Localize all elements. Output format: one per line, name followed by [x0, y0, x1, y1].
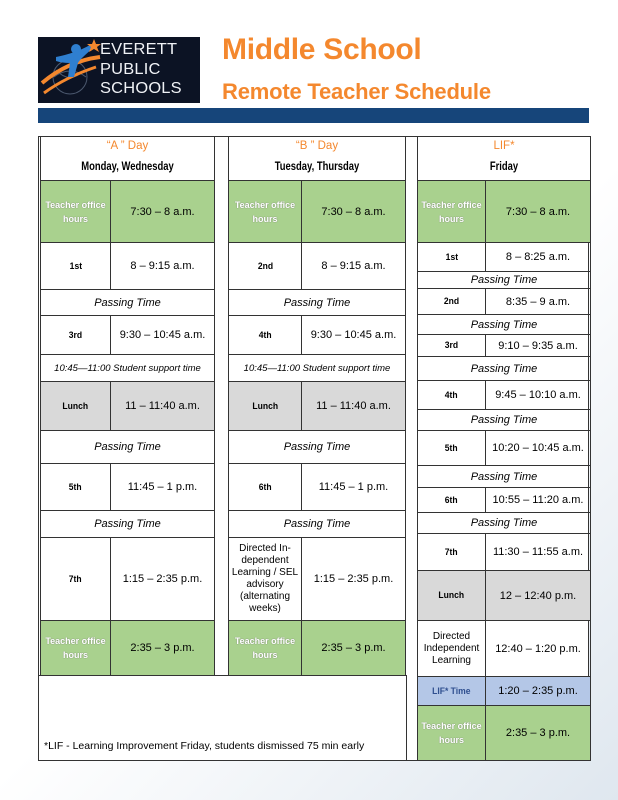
c-period-label: 3rd: [417, 334, 486, 357]
b-passing-time: Passing Time: [228, 430, 406, 464]
c-period-time: 8 – 8:25 a.m.: [485, 242, 591, 272]
b-office-hours-label: Teacher office hours: [228, 620, 302, 676]
c-period-time: 11:30 – 11:55 a.m.: [485, 533, 591, 571]
footnote: *LIF - Learning Improvement Friday, students dismissed 75 min early: [44, 740, 365, 752]
b-directed-learning-time: 1:15 – 2:35 p.m.: [301, 537, 406, 621]
c-passing-time: Passing Time: [417, 512, 591, 534]
c-period-time: 10:55 – 11:20 a.m.: [485, 487, 591, 513]
a-office-hours-label: Teacher office hours: [40, 620, 111, 676]
b-directed-learning-label: Directed In-dependent Learning / SEL advisory (alternating weeks): [228, 537, 302, 621]
c-office-hours-label: Teacher office hours: [417, 180, 486, 243]
c-office-hours-time: 7:30 – 8 a.m.: [485, 180, 591, 243]
c-period-label: 7th: [417, 533, 486, 571]
a-office-hours-time: 2:35 – 3 p.m.: [110, 620, 215, 676]
b-period-time: 9:30 – 10:45 a.m.: [301, 315, 406, 355]
a-period-label: 5th: [40, 463, 111, 511]
page-title: Middle School: [222, 33, 422, 66]
logo-line-3: SCHOOLS: [100, 80, 182, 97]
c-lunch-time: 12 – 12:40 p.m.: [485, 570, 591, 621]
student-figure-icon: [38, 37, 108, 103]
b-period-label: 2nd: [228, 242, 302, 290]
b-lunch-label: Lunch: [228, 381, 302, 431]
a-period-time: 11:45 – 1 p.m.: [110, 463, 215, 511]
b-day-tag: “B ” Day: [295, 140, 339, 152]
c-directed-learning-label: Directed Independent Learning: [417, 620, 486, 677]
a-period-time: 9:30 – 10:45 a.m.: [110, 315, 215, 355]
c-passing-time: Passing Time: [417, 409, 591, 431]
a-passing-time: Passing Time: [40, 289, 215, 316]
a-period-label: 1st: [40, 242, 111, 290]
b-office-hours-label: Teacher office hours: [228, 180, 302, 243]
c-passing-time: Passing Time: [417, 356, 591, 381]
b-period-time: 8 – 9:15 a.m.: [301, 242, 406, 290]
c-passing-time: Passing Time: [417, 314, 591, 335]
c-period-time: 9:10 – 9:35 a.m.: [485, 334, 591, 357]
b-office-hours-time: 7:30 – 8 a.m.: [301, 180, 406, 243]
logo-line-2: PUBLIC: [100, 60, 161, 78]
b-office-hours-time: 2:35 – 3 p.m.: [301, 620, 406, 676]
logo-line-1: EVERETT: [100, 41, 178, 58]
a-day-tag: “A ” Day: [106, 140, 149, 152]
c-passing-time: Passing Time: [417, 465, 591, 488]
c-period-time: 10:20 – 10:45 a.m.: [485, 430, 591, 466]
c-lif-time-label: LIF* Time: [417, 676, 486, 706]
a-day-header: [40, 136, 215, 180]
c-period-label: 4th: [417, 380, 486, 410]
c-passing-time: Passing Time: [417, 271, 591, 289]
lif-header: [417, 136, 591, 180]
page-subtitle: Remote Teacher Schedule: [222, 79, 491, 104]
c-period-label: 6th: [417, 487, 486, 513]
district-logo: [38, 37, 200, 103]
c-office-hours-time: 2:35 – 3 p.m.: [485, 705, 591, 761]
c-lunch-label: Lunch: [417, 570, 486, 621]
c-period-time: 9:45 – 10:10 a.m.: [485, 380, 591, 410]
header-divider-bar: [38, 108, 589, 123]
a-period-time: 8 – 9:15 a.m.: [110, 242, 215, 290]
b-lunch-time: 11 – 11:40 a.m.: [301, 381, 406, 431]
c-period-label: 5th: [417, 430, 486, 466]
b-support-time: 10:45—11:00 Student support time: [228, 354, 406, 382]
b-period-label: 6th: [228, 463, 302, 511]
b-period-label: 4th: [228, 315, 302, 355]
a-passing-time: Passing Time: [40, 430, 215, 464]
lif-tag: LIF*: [493, 140, 515, 152]
a-support-time: 10:45—11:00 Student support time: [40, 354, 215, 382]
a-period-label: 3rd: [40, 315, 111, 355]
lif-days: Friday: [489, 161, 519, 173]
b-passing-time: Passing Time: [228, 510, 406, 538]
c-period-time: 8:35 – 9 a.m.: [485, 288, 591, 315]
a-period-time: 1:15 – 2:35 p.m.: [110, 537, 215, 621]
c-office-hours-label: Teacher office hours: [417, 705, 486, 761]
a-office-hours-time: 7:30 – 8 a.m.: [110, 180, 215, 243]
a-lunch-time: 11 – 11:40 a.m.: [110, 381, 215, 431]
a-passing-time: Passing Time: [40, 510, 215, 538]
c-period-label: 1st: [417, 242, 486, 272]
a-office-hours-label: Teacher office hours: [40, 180, 111, 243]
a-lunch-label: Lunch: [40, 381, 111, 431]
c-directed-learning-time: 12:40 – 1:20 p.m.: [485, 620, 591, 677]
logo-wordmark: [100, 40, 182, 99]
b-day-header: [228, 136, 406, 180]
c-period-label: 2nd: [417, 288, 486, 315]
a-period-label: 7th: [40, 537, 111, 621]
b-day-days: Tuesday, Thursday: [274, 161, 360, 173]
c-lif-time-time: 1:20 – 2:35 p.m.: [485, 676, 591, 706]
b-passing-time: Passing Time: [228, 289, 406, 316]
a-day-days: Monday, Wednesday: [81, 161, 174, 173]
b-period-time: 11:45 – 1 p.m.: [301, 463, 406, 511]
